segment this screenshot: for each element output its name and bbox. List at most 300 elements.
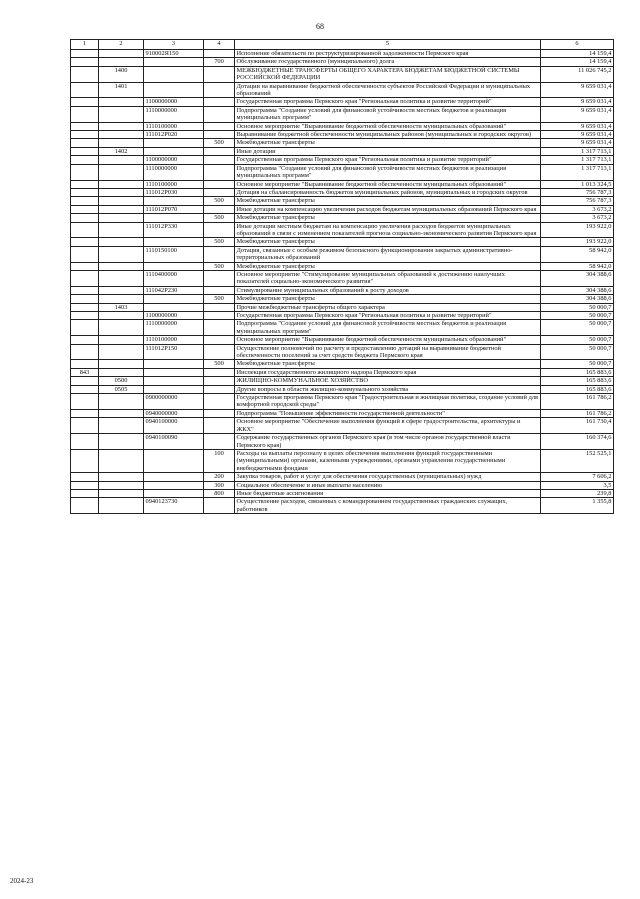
section-code: 0505	[99, 385, 144, 393]
department-code	[71, 270, 99, 286]
section-code	[99, 449, 144, 472]
table-row	[71, 344, 614, 360]
amount: 193 922,0	[541, 238, 614, 246]
table-row	[71, 66, 614, 82]
section-code	[99, 320, 144, 336]
budget-table	[70, 39, 614, 514]
item-name: Основное мероприятие "Выравнивание бюджетной обеспеченности муниципальных образований"	[235, 122, 541, 130]
header-cell-col6: 6	[541, 40, 614, 50]
table-row	[71, 481, 614, 489]
table-row	[71, 360, 614, 368]
table-row	[71, 262, 614, 270]
department-code	[71, 385, 99, 393]
section-code	[99, 246, 144, 262]
item-name: Расходы на выплаты персоналу в целях обеспечения выполнения функций государственными (муниципальными) органами, казенными учреждениями, органами управления государственными внебюджетными фондами	[235, 449, 541, 472]
department-code	[71, 214, 99, 222]
item-name: Подпрограмма "Создание условий для финансовой устойчивости местных бюджетов и реализация муниципальных программ"	[235, 106, 541, 122]
department-code	[71, 50, 99, 58]
department-code	[71, 360, 99, 368]
section-code: 1401	[99, 82, 144, 98]
item-name: Государственная программа Пермского края "Региональная политика и развитие территорий"	[235, 312, 541, 320]
table-row	[71, 303, 614, 311]
department-code	[71, 498, 99, 514]
section-code	[99, 498, 144, 514]
department-code	[71, 262, 99, 270]
department-code	[71, 156, 99, 164]
amount: 50 000,7	[541, 312, 614, 320]
table-row	[71, 418, 614, 434]
item-name: Основное мероприятие "Выравнивание бюджетной обеспеченности муниципальных образований"	[235, 336, 541, 344]
page-number: 68	[316, 22, 324, 31]
department-code	[71, 222, 99, 238]
expense-type-code: 500	[204, 214, 235, 222]
section-code	[99, 434, 144, 450]
department-code	[71, 164, 99, 180]
table-row	[71, 473, 614, 481]
section-code: 1402	[99, 147, 144, 155]
item-name: Выравнивание бюджетной обеспеченности муниципальных районов (муниципальных и городских округов)	[235, 131, 541, 139]
target-article-code	[144, 238, 204, 246]
table-row	[71, 336, 614, 344]
department-code	[71, 139, 99, 147]
amount: 3,5	[541, 481, 614, 489]
document-code: 2024-23	[10, 877, 34, 885]
target-article-code	[144, 147, 204, 155]
amount: 14 159,4	[541, 58, 614, 66]
section-code	[99, 418, 144, 434]
amount: 165 883,6	[541, 385, 614, 393]
target-article-code	[144, 58, 204, 66]
section-code	[99, 205, 144, 213]
item-name: Государственная программа Пермского края "Градостроительная и жилищная политика, создание условий для комфортной городской среды"	[235, 394, 541, 410]
section-code	[99, 156, 144, 164]
amount: 9 659 031,4	[541, 122, 614, 130]
table-row	[71, 312, 614, 320]
department-code	[71, 180, 99, 188]
table-row	[71, 164, 614, 180]
item-name: Подпрограмма "Создание условий для финансовой устойчивости местных бюджетов и реализация муниципальных программ"	[235, 164, 541, 180]
item-name: Инспекция государственного жилищного надзора Пермского края	[235, 368, 541, 376]
table-row	[71, 50, 614, 58]
amount: 9 659 031,4	[541, 82, 614, 98]
expense-type-code	[204, 286, 235, 294]
department-code	[71, 489, 99, 497]
table-row	[71, 385, 614, 393]
item-name: Подпрограмма "Создание условий для финансовой устойчивости местных бюджетов и реализация муниципальных программ"	[235, 320, 541, 336]
target-article-code	[144, 489, 204, 497]
section-code	[99, 188, 144, 196]
table-row	[71, 286, 614, 294]
department-code	[71, 131, 99, 139]
table-row	[71, 489, 614, 497]
table-row	[71, 449, 614, 472]
expense-type-code: 500	[204, 238, 235, 246]
department-code	[71, 303, 99, 311]
target-article-code: 1110400000	[144, 270, 204, 286]
table-row	[71, 498, 614, 514]
table-header-row	[71, 40, 614, 50]
expense-type-code	[204, 270, 235, 286]
department-code	[71, 147, 99, 155]
section-code	[99, 394, 144, 410]
target-article-code	[144, 139, 204, 147]
header-cell-col5: 5	[235, 40, 541, 50]
department-code	[71, 320, 99, 336]
amount: 161 730,4	[541, 418, 614, 434]
item-name: Межбюджетные трансферты	[235, 197, 541, 205]
table-row	[71, 139, 614, 147]
amount: 11 026 745,2	[541, 66, 614, 82]
table-row	[71, 377, 614, 385]
item-name: Иные дотации на компенсацию увеличения расходов бюджетам муниципальных образований Пермского края	[235, 205, 541, 213]
amount: 756 787,3	[541, 197, 614, 205]
table-row	[71, 246, 614, 262]
expense-type-code	[204, 106, 235, 122]
table-row	[71, 131, 614, 139]
amount: 50 000,7	[541, 303, 614, 311]
expense-type-code	[204, 164, 235, 180]
section-code	[99, 286, 144, 294]
target-article-code: 0940123730	[144, 498, 204, 514]
item-name: Межбюджетные трансферты	[235, 262, 541, 270]
target-article-code	[144, 377, 204, 385]
amount: 3 673,2	[541, 205, 614, 213]
amount: 9 659 031,4	[541, 98, 614, 106]
header-cell-col3: 3	[144, 40, 204, 50]
target-article-code: 1100000000	[144, 156, 204, 164]
item-name: Осуществление полномочий по расчету и предоставлению дотаций на выравнивание бюджетной обеспеченности поселений за счет средств бюджета Пермского края	[235, 344, 541, 360]
section-code	[99, 312, 144, 320]
department-code	[71, 449, 99, 472]
table-row	[71, 188, 614, 196]
target-article-code: 1100000000	[144, 312, 204, 320]
section-code	[99, 180, 144, 188]
amount: 161 786,2	[541, 394, 614, 410]
item-name: Исполнение обязательств по реструктуризированной задолженности Пермского края	[235, 50, 541, 58]
target-article-code: 1110000000	[144, 164, 204, 180]
target-article-code: 1110100000	[144, 336, 204, 344]
department-code	[71, 246, 99, 262]
target-article-code	[144, 262, 204, 270]
section-code	[99, 106, 144, 122]
target-article-code: 1100000000	[144, 98, 204, 106]
item-name: Стимулирование муниципальных образований к росту доходов	[235, 286, 541, 294]
expense-type-code	[204, 320, 235, 336]
table-row	[71, 222, 614, 238]
target-article-code	[144, 481, 204, 489]
item-name: Содержание государственных органов Пермского края (в том числе органов государственной власти Пермского края)	[235, 434, 541, 450]
item-name: Основное мероприятие "Обеспечение выполнения функций в сфере градостроительства, архитектуры и ЖКХ"	[235, 418, 541, 434]
department-code	[71, 238, 99, 246]
table-row	[71, 409, 614, 417]
item-name: Межбюджетные трансферты	[235, 360, 541, 368]
header-cell-col2: 2	[99, 40, 144, 50]
item-name: Иные дотации местным бюджетам на компенсацию увеличения расходов бюджетов муниципальных образований в связи с изменением показателей прогноза социально-экономического развития Пермского края	[235, 222, 541, 238]
target-article-code	[144, 368, 204, 376]
expense-type-code: 500	[204, 262, 235, 270]
department-code	[71, 205, 99, 213]
section-code	[99, 214, 144, 222]
section-code	[99, 222, 144, 238]
section-code	[99, 122, 144, 130]
expense-type-code	[204, 377, 235, 385]
department-code	[71, 188, 99, 196]
section-code	[99, 131, 144, 139]
table-row	[71, 434, 614, 450]
amount: 304 388,6	[541, 286, 614, 294]
expense-type-code	[204, 98, 235, 106]
department-code	[71, 197, 99, 205]
target-article-code: 111012Р020	[144, 131, 204, 139]
target-article-code: 1110100000	[144, 122, 204, 130]
section-code	[99, 197, 144, 205]
target-article-code	[144, 82, 204, 98]
item-name: Основное мероприятие "Выравнивание бюджетной обеспеченности муниципальных образований"	[235, 180, 541, 188]
department-code	[71, 473, 99, 481]
expense-type-code	[204, 147, 235, 155]
section-code	[99, 473, 144, 481]
department-code	[71, 82, 99, 98]
amount: 165 883,6	[541, 368, 614, 376]
item-name: Основное мероприятие "Стимулирование муниципальных образований к достижению наилучших показателей социально-экономического развития"	[235, 270, 541, 286]
department-code	[71, 481, 99, 489]
department-code	[71, 122, 99, 130]
amount: 3 673,2	[541, 214, 614, 222]
department-code	[71, 394, 99, 410]
department-code: 843	[71, 368, 99, 376]
target-article-code: 111042Р230	[144, 286, 204, 294]
section-code	[99, 336, 144, 344]
table-row	[71, 394, 614, 410]
item-name: Социальное обеспечение и иные выплаты населению	[235, 481, 541, 489]
section-code	[99, 344, 144, 360]
amount: 1 317 713,1	[541, 147, 614, 155]
expense-type-code	[204, 418, 235, 434]
item-name: Иные дотации	[235, 147, 541, 155]
expense-type-code	[204, 180, 235, 188]
department-code	[71, 434, 99, 450]
amount: 193 922,0	[541, 222, 614, 238]
target-article-code: 1110100000	[144, 180, 204, 188]
amount: 9 659 031,4	[541, 106, 614, 122]
table-row	[71, 98, 614, 106]
department-code	[71, 312, 99, 320]
item-name: Обслуживание государственного (муниципального) долга	[235, 58, 541, 66]
target-article-code: 111012Р330	[144, 222, 204, 238]
item-name: Дотация на сбалансированность бюджетов муниципальных районов, муниципальных и городских округов	[235, 188, 541, 196]
item-name: Закупка товаров, работ и услуг для обеспечения государственных (муниципальных) нужд	[235, 473, 541, 481]
amount: 1 013 324,5	[541, 180, 614, 188]
target-article-code: 0900000000	[144, 394, 204, 410]
amount: 161 786,2	[541, 409, 614, 417]
section-code	[99, 295, 144, 303]
department-code	[71, 106, 99, 122]
target-article-code: 0940100090	[144, 434, 204, 450]
amount: 14 159,4	[541, 50, 614, 58]
amount: 1 355,8	[541, 498, 614, 514]
department-code	[71, 98, 99, 106]
item-name: МЕЖБЮДЖЕТНЫЕ ТРАНСФЕРТЫ ОБЩЕГО ХАРАКТЕРА БЮДЖЕТАМ БЮДЖЕТНОЙ СИСТЕМЫ РОССИЙСКОЙ ФЕДЕРАЦИИ	[235, 66, 541, 82]
section-code	[99, 98, 144, 106]
department-code	[71, 418, 99, 434]
item-name: Дотации на выравнивание бюджетной обеспеченности субъектов Российской Федерации и муниципальных образований	[235, 82, 541, 98]
expense-type-code	[204, 246, 235, 262]
table-row	[71, 197, 614, 205]
amount: 50 000,7	[541, 336, 614, 344]
item-name: Дотация, связанные с особым режимом безопасного функционирования закрытых административно-территориальных образований	[235, 246, 541, 262]
section-code: 1400	[99, 66, 144, 82]
item-name: Государственная программа Пермского края "Региональная политика и развитие территорий"	[235, 156, 541, 164]
table-row	[71, 122, 614, 130]
amount: 1 317 713,1	[541, 156, 614, 164]
expense-type-code	[204, 336, 235, 344]
amount: 7 606,2	[541, 473, 614, 481]
amount: 1 317 713,1	[541, 164, 614, 180]
expense-type-code: 500	[204, 295, 235, 303]
department-code	[71, 336, 99, 344]
item-name: Иные бюджетные ассигнования	[235, 489, 541, 497]
table-row	[71, 205, 614, 213]
section-code	[99, 262, 144, 270]
header-cell-col4: 4	[204, 40, 235, 50]
section-code	[99, 489, 144, 497]
target-article-code	[144, 66, 204, 82]
amount: 304 388,6	[541, 295, 614, 303]
item-name: Межбюджетные трансферты	[235, 139, 541, 147]
target-article-code: 111012Р070	[144, 205, 204, 213]
expense-type-code	[204, 205, 235, 213]
table-row	[71, 270, 614, 286]
expense-type-code	[204, 434, 235, 450]
expense-type-code: 300	[204, 481, 235, 489]
header-cell-col1: 1	[71, 40, 99, 50]
section-code	[99, 139, 144, 147]
item-name: Прочие межбюджетные трансферты общего характера	[235, 303, 541, 311]
target-article-code: 0940000000	[144, 409, 204, 417]
amount: 9 659 031,4	[541, 131, 614, 139]
section-code	[99, 238, 144, 246]
item-name: Подпрограмма "Повышение эффективности государственной деятельности"	[235, 409, 541, 417]
item-name: Другие вопросы в области жилищно-коммунального хозяйства	[235, 385, 541, 393]
expense-type-code: 500	[204, 197, 235, 205]
table-body	[71, 50, 614, 514]
section-code	[99, 164, 144, 180]
section-code	[99, 270, 144, 286]
section-code	[99, 368, 144, 376]
table-row	[71, 147, 614, 155]
section-code: 1403	[99, 303, 144, 311]
expense-type-code: 800	[204, 489, 235, 497]
expense-type-code	[204, 409, 235, 417]
table-row	[71, 106, 614, 122]
expense-type-code: 700	[204, 58, 235, 66]
expense-type-code	[204, 368, 235, 376]
table-row	[71, 58, 614, 66]
table-row	[71, 214, 614, 222]
amount: 50 000,7	[541, 344, 614, 360]
expense-type-code	[204, 498, 235, 514]
table-row	[71, 180, 614, 188]
department-code	[71, 344, 99, 360]
item-name: ЖИЛИЩНО-КОММУНАЛЬНОЕ ХОЗЯЙСТВО	[235, 377, 541, 385]
expense-type-code	[204, 131, 235, 139]
expense-type-code	[204, 303, 235, 311]
amount: 152 525,1	[541, 449, 614, 472]
expense-type-code	[204, 50, 235, 58]
target-article-code	[144, 214, 204, 222]
item-name: Межбюджетные трансферты	[235, 214, 541, 222]
item-name: Государственная программа Пермского края "Региональная политика и развитие территорий"	[235, 98, 541, 106]
target-article-code: 111012Р150	[144, 344, 204, 360]
amount: 160 374,6	[541, 434, 614, 450]
section-code	[99, 50, 144, 58]
expense-type-code	[204, 188, 235, 196]
expense-type-code	[204, 66, 235, 82]
expense-type-code: 500	[204, 139, 235, 147]
target-article-code: 111012Р030	[144, 188, 204, 196]
target-article-code: 1110000000	[144, 106, 204, 122]
section-code	[99, 409, 144, 417]
target-article-code	[144, 385, 204, 393]
amount: 58 942,0	[541, 262, 614, 270]
department-code	[71, 286, 99, 294]
target-article-code	[144, 473, 204, 481]
expense-type-code	[204, 156, 235, 164]
amount: 304 388,6	[541, 270, 614, 286]
department-code	[71, 377, 99, 385]
department-code	[71, 295, 99, 303]
table-row	[71, 320, 614, 336]
expense-type-code	[204, 385, 235, 393]
expense-type-code	[204, 394, 235, 410]
target-article-code: 910002Я150	[144, 50, 204, 58]
section-code	[99, 360, 144, 368]
expense-type-code	[204, 344, 235, 360]
target-article-code	[144, 295, 204, 303]
table-row	[71, 295, 614, 303]
target-article-code: 1110000000	[144, 320, 204, 336]
amount: 58 942,0	[541, 246, 614, 262]
item-name: Межбюджетные трансферты	[235, 238, 541, 246]
target-article-code	[144, 449, 204, 472]
amount: 239,8	[541, 489, 614, 497]
amount: 50 000,7	[541, 320, 614, 336]
target-article-code	[144, 360, 204, 368]
amount: 756 787,3	[541, 188, 614, 196]
table-row	[71, 82, 614, 98]
department-code	[71, 66, 99, 82]
expense-type-code	[204, 222, 235, 238]
item-name: Межбюджетные трансферты	[235, 295, 541, 303]
expense-type-code: 500	[204, 360, 235, 368]
table-row	[71, 368, 614, 376]
section-code	[99, 481, 144, 489]
item-name: Осуществление расходов, связанных с командированием государственных гражданских служащих, работников	[235, 498, 541, 514]
amount: 9 659 031,4	[541, 139, 614, 147]
expense-type-code	[204, 122, 235, 130]
target-article-code: 0940100000	[144, 418, 204, 434]
amount: 50 000,7	[541, 360, 614, 368]
table-row	[71, 238, 614, 246]
department-code	[71, 409, 99, 417]
target-article-code	[144, 303, 204, 311]
expense-type-code	[204, 82, 235, 98]
expense-type-code: 200	[204, 473, 235, 481]
table-row	[71, 156, 614, 164]
expense-type-code: 100	[204, 449, 235, 472]
expense-type-code	[204, 312, 235, 320]
amount: 165 883,6	[541, 377, 614, 385]
